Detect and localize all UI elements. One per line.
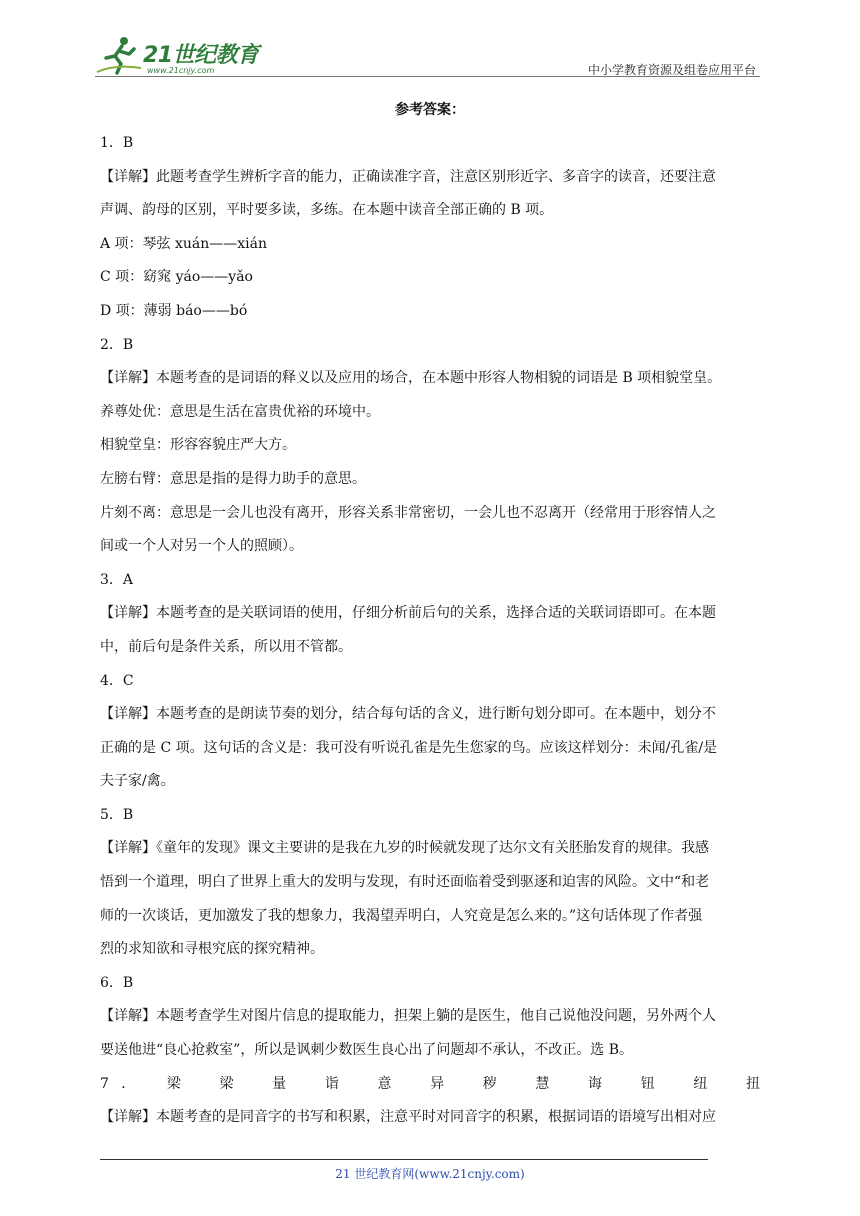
explanation-line: 中，前后句是条件关系，所以用不管都。 bbox=[100, 638, 352, 655]
option-line: C 项：窈窕 yáo——yǎo bbox=[100, 269, 253, 286]
explanation-line: 【详解】本题考查的是词语的释义以及应用的场合，在本题中形容人物相貌的词语是 B 项相貌堂皇。 bbox=[100, 370, 722, 387]
logo-text: 21世纪教育 bbox=[143, 43, 259, 68]
explanation-line: 正确的是 C 项。这句话的含义是：我可没有听说孔雀是先生您家的鸟。应该这样划分：未闻/孔雀/是 bbox=[100, 739, 718, 756]
platform-name: 中小学教育资源及组卷应用平台 bbox=[587, 63, 756, 77]
explanation-line: 要送他进“良心抢救室”，所以是讽刺少数医生良心出了问题却不承认，不改正。选 B。 bbox=[100, 1042, 634, 1059]
page-title: 参考答案： bbox=[395, 102, 465, 118]
explanation-line: 【详解】《童年的发现》课文主要讲的是我在九岁的时候就发现了达尔文有关胚胎发育的规律。我感 bbox=[100, 840, 709, 857]
option-line: D 项：薄弱 báo——bó bbox=[100, 302, 248, 319]
footer-link[interactable]: 21 世纪教育网(www.21cnjy.com) bbox=[335, 1167, 525, 1181]
fill-in-answers: 7． 梁 梁 量 诣 意 异 秽 慧 诲 钮 纽 扭 bbox=[100, 1075, 760, 1092]
answer-number: 2．B bbox=[100, 336, 134, 353]
definition-line: 相貌堂皇：形容容貌庄严大方。 bbox=[100, 437, 296, 454]
site-logo bbox=[95, 34, 265, 76]
runner-icon bbox=[95, 34, 143, 76]
explanation-line: 【详解】本题考查的是关联词语的使用，仔细分析前后句的关系，选择合适的关联词语即可。在本题 bbox=[100, 605, 716, 622]
logo-url: www.21cnjy.com bbox=[147, 66, 215, 75]
explanation-line: 夫子家/禽。 bbox=[100, 773, 175, 790]
header-divider bbox=[95, 76, 760, 77]
explanation-line: 烈的求知欲和寻根究底的探究精神。 bbox=[100, 941, 324, 958]
option-line: A 项：琴弦 xuán——xián bbox=[100, 235, 268, 252]
explanation-line: 声调、韵母的区别，平时要多读，多练。在本题中读音全部正确的 B 项。 bbox=[100, 202, 554, 219]
answer-body bbox=[100, 127, 760, 1135]
explanation-line: 【详解】本题考查的是朗读节奏的划分，结合每句话的含义，进行断句划分即可。在本题中，划分不 bbox=[100, 706, 716, 723]
answer-number: 1．B bbox=[100, 135, 134, 151]
answer-number: 3．A bbox=[100, 571, 134, 588]
page-header bbox=[95, 30, 760, 80]
explanation-line: 悟到一个道理，明白了世界上重大的发明与发现，有时还面临着受到驱逐和迫害的风险。文中“和老 bbox=[100, 874, 710, 891]
explanation-line: 【详解】本题考查的是同音字的书写和积累，注意平时对同音字的积累，根据词语的语境写出相对应 bbox=[100, 1109, 716, 1126]
answer-number: 6．B bbox=[100, 974, 134, 991]
answer-number: 5．B bbox=[100, 806, 134, 823]
explanation-line: 师的一次谈话，更加激发了我的想象力，我渴望弄明白，人究竟是怎么来的。”这句话体现了作者强 bbox=[100, 907, 703, 924]
explanation-line: 【详解】此题考查学生辨析字音的能力，正确读准字音，注意区别形近字、多音字的读音，还要注意 bbox=[100, 168, 716, 185]
definition-line: 养尊处优：意思是生活在富贵优裕的环境中。 bbox=[100, 403, 380, 420]
definition-line: 片刻不离：意思是一会儿也没有离开，形容关系非常密切，一会儿也不忍离开（经常用于形容情人之 bbox=[100, 504, 716, 521]
explanation-line: 【详解】本题考查学生对图片信息的提取能力，担架上躺的是医生，他自己说他没问题，另外两个人 bbox=[100, 1008, 716, 1025]
definition-line: 左膀右臂：意思是指的是得力助手的意思。 bbox=[100, 470, 366, 487]
answer-number: 4．C bbox=[100, 672, 134, 689]
footer-divider bbox=[100, 1159, 708, 1160]
definition-line: 间或一个人对另一个人的照顾）。 bbox=[100, 538, 303, 555]
